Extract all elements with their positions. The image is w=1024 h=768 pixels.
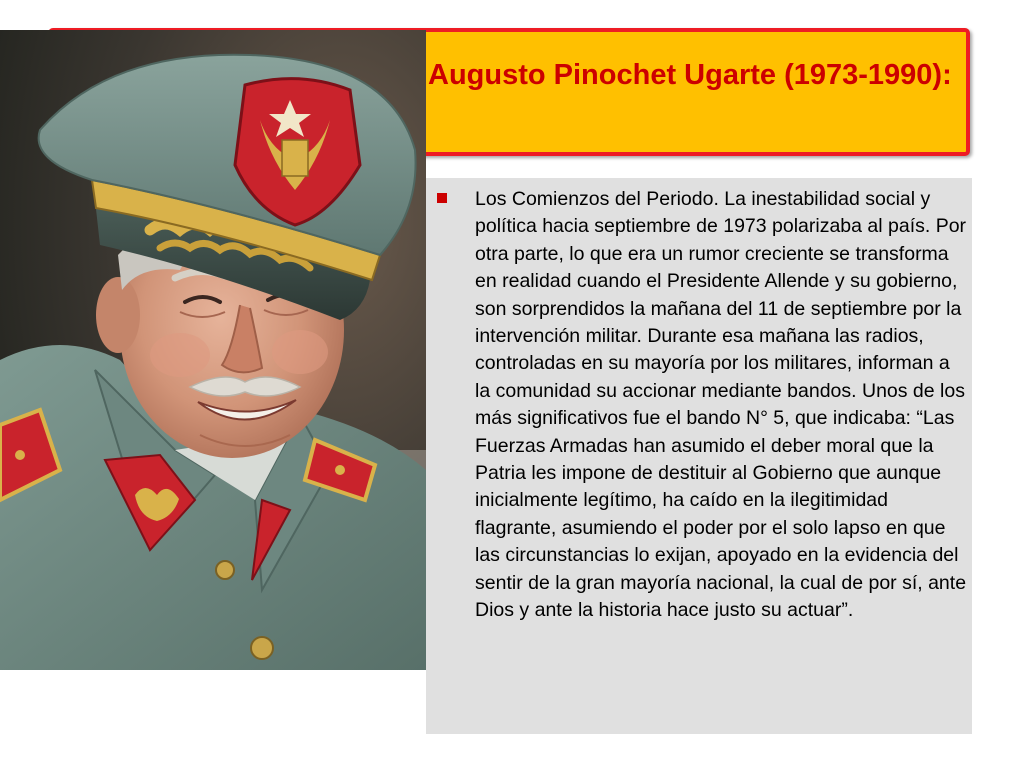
slide-title: Augusto Pinochet Ugarte (1973-1990): <box>428 59 952 91</box>
body-paragraph: Los Comienzos del Periodo. La inestabilidad social y política hacia septiembre de 1973 polarizaba al país. Por otra parte, lo que era un rumor creciente se transforma en realidad cuando el Presidente Allende y su gobierno, son sorprendidos la mañana del 11 de septiembre por la intervención militar. Durante esa mañana las radios, controladas en su mayoría por los militares, informan a la comunidad su accionar mediante bandos. Unos de los más significativos fue el bando N° 5, que indicaba: “Las Fuerzas Armadas han asumido el deber moral que la Patria les impone de destituir al Gobierno que aunque inicialmente legítimo, ha caído en la ilegitimidad flagrante, asumiendo el poder por el solo lapso en que las circunstancias lo exijan, apoyado en la evidencia del sentir de la gran mayoría nacional, la cual de por sí, ante Dios y ante la historia hace justo su actuar”. <box>475 188 967 622</box>
square-bullet-icon <box>437 193 447 203</box>
portrait-photo <box>0 30 426 670</box>
